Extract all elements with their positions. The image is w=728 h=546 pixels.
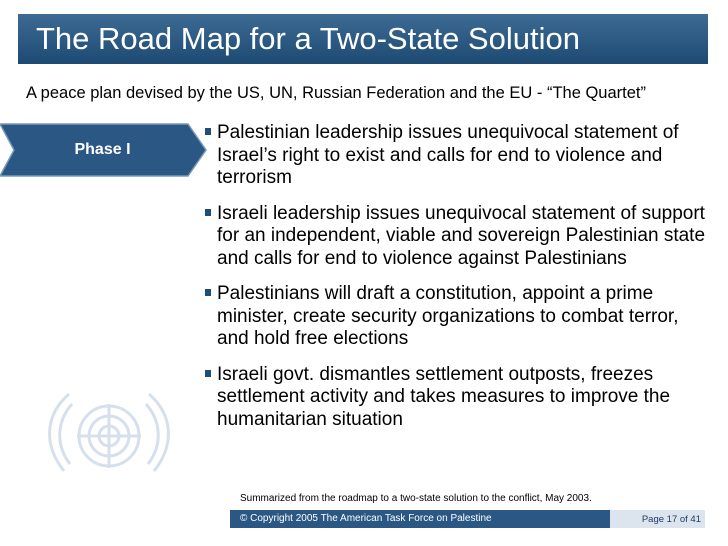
bullet-item — [205, 203, 715, 271]
square-bullet-icon — [205, 209, 211, 216]
bullet-text: Israeli govt. dismantles settlement outposts, freezes settlement activity and takes measures to improve the humanitarian situation — [217, 363, 671, 430]
bullet-item — [205, 283, 715, 351]
slide-title: The Road Map for a Two-State Solution — [36, 21, 580, 56]
title-bar — [18, 14, 708, 64]
bullet-item — [205, 364, 715, 432]
bullet-text: Palestinians will draft a constitution, appoint a prime minister, create security organizations to combat terror, and hold free elections — [217, 283, 679, 349]
bullet-item — [205, 122, 715, 190]
bullet-text: Palestinian leadership issues unequivocal statement of Israel’s right to exist and calls for end to violence and terrorism — [217, 122, 679, 188]
page-number-box — [610, 510, 705, 528]
slide-subtitle: A peace plan devised by the US, UN, Russian Federation and the EU - “The Quartet” — [26, 84, 646, 102]
square-bullet-icon — [205, 289, 211, 296]
copyright-text: © Copyright 2005 The American Task Force on Palestine — [240, 513, 492, 524]
phase-arrow — [0, 122, 210, 178]
bullet-text: Israeli leadership issues unequivocal statement of support for an independent, viable and sovereign Palestinian state and calls for end to violence against Palestinians — [217, 202, 706, 269]
source-note: Summarized from the roadmap to a two-state solution to the conflict, May 2003. — [240, 493, 592, 504]
phase-label: Phase I — [74, 141, 131, 158]
bullet-list — [205, 122, 715, 444]
square-bullet-icon — [205, 370, 211, 377]
square-bullet-icon — [205, 128, 211, 135]
un-emblem-icon — [24, 376, 194, 491]
page-number: Page 17 of 41 — [641, 514, 701, 525]
